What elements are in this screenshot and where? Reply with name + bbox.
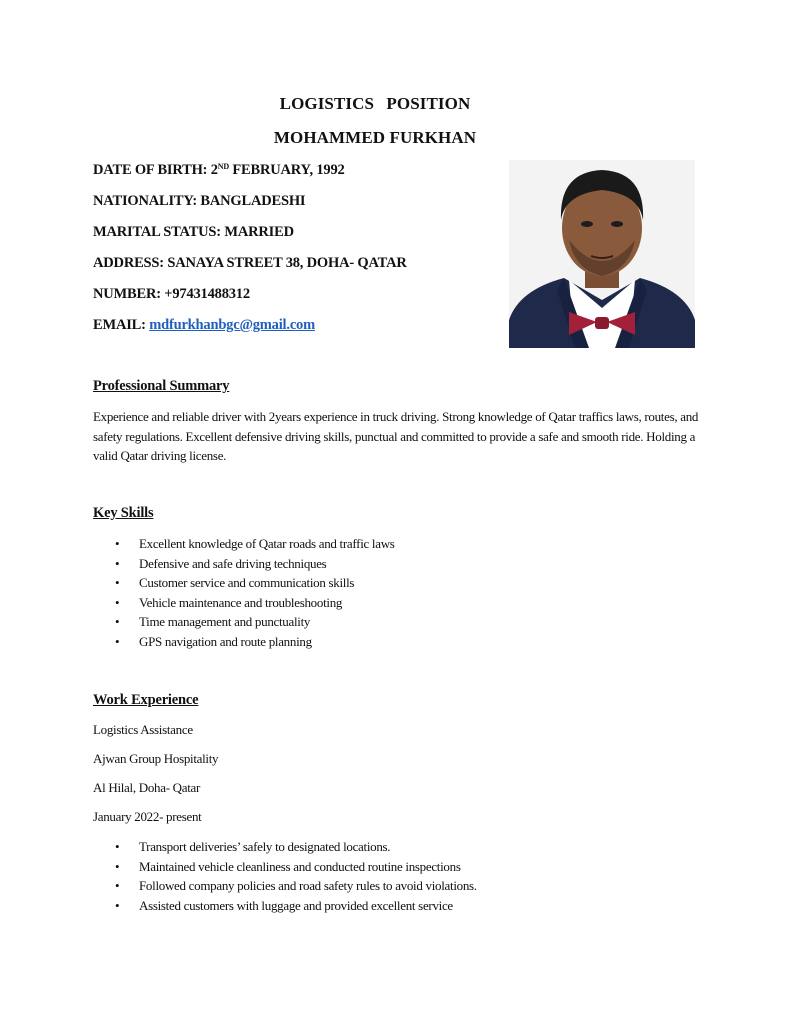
work-duties-list — [93, 837, 477, 915]
job-dates: January 2022- present — [93, 809, 202, 824]
list-item: • Vehicle maintenance and troubleshooting — [93, 593, 395, 613]
dob-value: FEBRUARY, 1992 — [228, 162, 345, 178]
list-item: • Maintained vehicle cleanliness and conducted routine inspections — [93, 857, 477, 877]
list-item: • Customer service and communication skills — [93, 573, 395, 593]
profile-photo — [509, 160, 695, 348]
dob-ordinal-suffix: ND — [217, 162, 229, 171]
nationality: NATIONALITY: BANGLADESHI — [93, 193, 306, 209]
list-item: • Transport deliveries’ safely to designated locations. — [93, 837, 477, 857]
company-name: Ajwan Group Hospitality — [93, 751, 219, 766]
portrait-illustration — [509, 160, 695, 348]
email-link[interactable]: mdfurkhanbgc@gmail.com — [149, 317, 315, 333]
position-title: LOGISTICS POSITION — [279, 94, 471, 113]
professional-summary-heading: Professional Summary — [93, 378, 230, 394]
email-row — [93, 317, 315, 334]
email-label: EMAIL: — [93, 317, 150, 333]
candidate-name: MOHAMMED FURKHAN — [273, 128, 477, 147]
phone-number: NUMBER: +97431488312 — [93, 286, 250, 302]
list-item: • GPS navigation and route planning — [93, 632, 395, 652]
dob-label: DATE OF BIRTH: 2 — [93, 162, 218, 178]
address: ADDRESS: SANAYA STREET 38, DOHA- QATAR — [93, 255, 407, 271]
list-item: • Followed company policies and road safety rules to avoid violations. — [93, 876, 477, 896]
list-item: • Assisted customers with luggage and provided excellent service — [93, 896, 477, 916]
work-experience-heading: Work Experience — [93, 692, 199, 708]
key-skills-list — [93, 534, 395, 651]
date-of-birth — [93, 162, 345, 179]
key-skills-heading: Key Skills — [93, 505, 154, 521]
list-item: • Defensive and safe driving techniques — [93, 554, 395, 574]
professional-summary-text: Experience and reliable driver with 2years experience in truck driving. Strong knowledge of Qatar traffics laws, routes, and safety regulations. Excellent defensive driving skills, punctual and committed to provide a safe and smooth ride. Holding a valid Qatar driving license. — [93, 409, 699, 463]
list-item: • Excellent knowledge of Qatar roads and traffic laws — [93, 534, 395, 554]
list-item: • Time management and punctuality — [93, 612, 395, 632]
job-role: Logistics Assistance — [93, 722, 193, 737]
job-location: Al Hilal, Doha- Qatar — [93, 780, 201, 795]
marital-status: MARITAL STATUS: MARRIED — [93, 224, 294, 240]
